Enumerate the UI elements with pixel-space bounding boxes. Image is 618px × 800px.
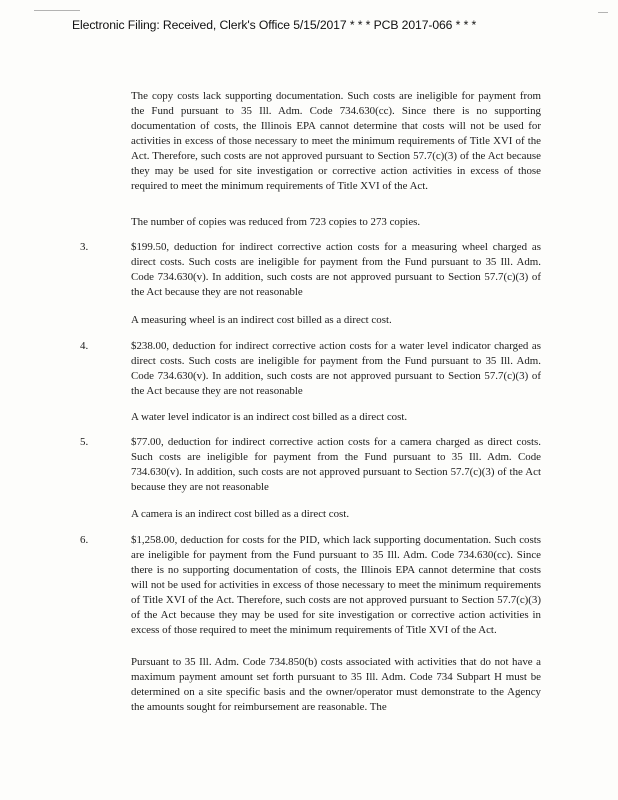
item-6-text: $1,258.00, deduction for costs for the PID, which lack supporting documentation. Such costs are ineligible for payment from the Fund pursuant to 35 Ill. Adm. Code 734.630(cc). Since there is no supporting documentation of costs, the Illinois EPA cannot determine that costs will not be used for activities in excess of those necessary to meet the minimum requirements of Title XVI of the Act. Therefore, such costs are not approved pursuant to Section 57.7(c)(3) of the Act because they may be used for site investigation or corrective action activities in excess of those required to meet the minimum requirements of Title XVI of the Act.: [131, 534, 541, 636]
item-5-note: A camera is an indirect cost billed as a direct cost.: [131, 508, 350, 520]
item-5-text: $77.00, deduction for indirect corrective action costs for a camera charged as direct costs. Such costs are ineligible for payment from the Fund pursuant to 35 Ill. Adm. Code 734.630(v). In addition, such costs are not approved pursuant to Section 57.7(c)(3) of the Act because they are not reasonable: [131, 436, 541, 493]
item-number-4: 4.: [80, 340, 89, 352]
electronic-filing-stamp: Electronic Filing: Received, Clerk's Office 5/15/2017 * * * PCB 2017-066 * * *: [72, 18, 477, 32]
item-3-text: $199.50, deduction for indirect corrective action costs for a measuring wheel charged as direct costs. Such costs are ineligible for payment from the Fund pursuant to 35 Ill. Adm. Code 734.630(v). In addition, such costs are not approved pursuant to Section 57.7(c)(3) of the Act because they are not reasonable: [131, 241, 541, 298]
item-number-3: 3.: [80, 241, 89, 253]
copies-note: The number of copies was reduced from 723 copies to 273 copies.: [131, 216, 421, 228]
scan-artifact-top-right: [598, 12, 608, 13]
item-3-note: A measuring wheel is an indirect cost billed as a direct cost.: [131, 314, 392, 326]
item-number-5: 5.: [80, 436, 89, 448]
item-number-6: 6.: [80, 534, 89, 546]
reasonableness-paragraph: Pursuant to 35 Ill. Adm. Code 734.850(b) costs associated with activities that do not have a maximum payment amount set forth pursuant to 35 Ill. Adm. Code 734 Subpart H must be determined on a site specific basis and the owner/operator must demonstrate to the Agency the amounts sought for reimbursement are reasonable. The: [131, 656, 541, 713]
item-4-text: $238.00, deduction for indirect corrective action costs for a water level indicator charged as direct costs. Such costs are ineligible for payment from the Fund pursuant to 35 Ill. Adm. Code 734.630(v). In addition, such costs are not approved pursuant to Section 57.7(c)(3) of the Act because they are not reasonable: [131, 340, 541, 397]
intro-paragraph: The copy costs lack supporting documentation. Such costs are ineligible for payment from the Fund pursuant to 35 Ill. Adm. Code 734.630(cc). Since there is no supporting documentation of costs, the Illinois EPA cannot determine that costs will not be used for activities in excess of those necessary to meet the minimum requirements of Title XVI of the Act. Therefore, such costs are not approved pursuant to Section 57.7(c)(3) of the Act because they may be used for site investigation or corrective action activities in excess of those required to meet the minimum requirements of Title XVI of the Act.: [131, 90, 541, 192]
scan-artifact-top-left: [34, 10, 80, 11]
item-4-note: A water level indicator is an indirect cost billed as a direct cost.: [131, 411, 408, 423]
